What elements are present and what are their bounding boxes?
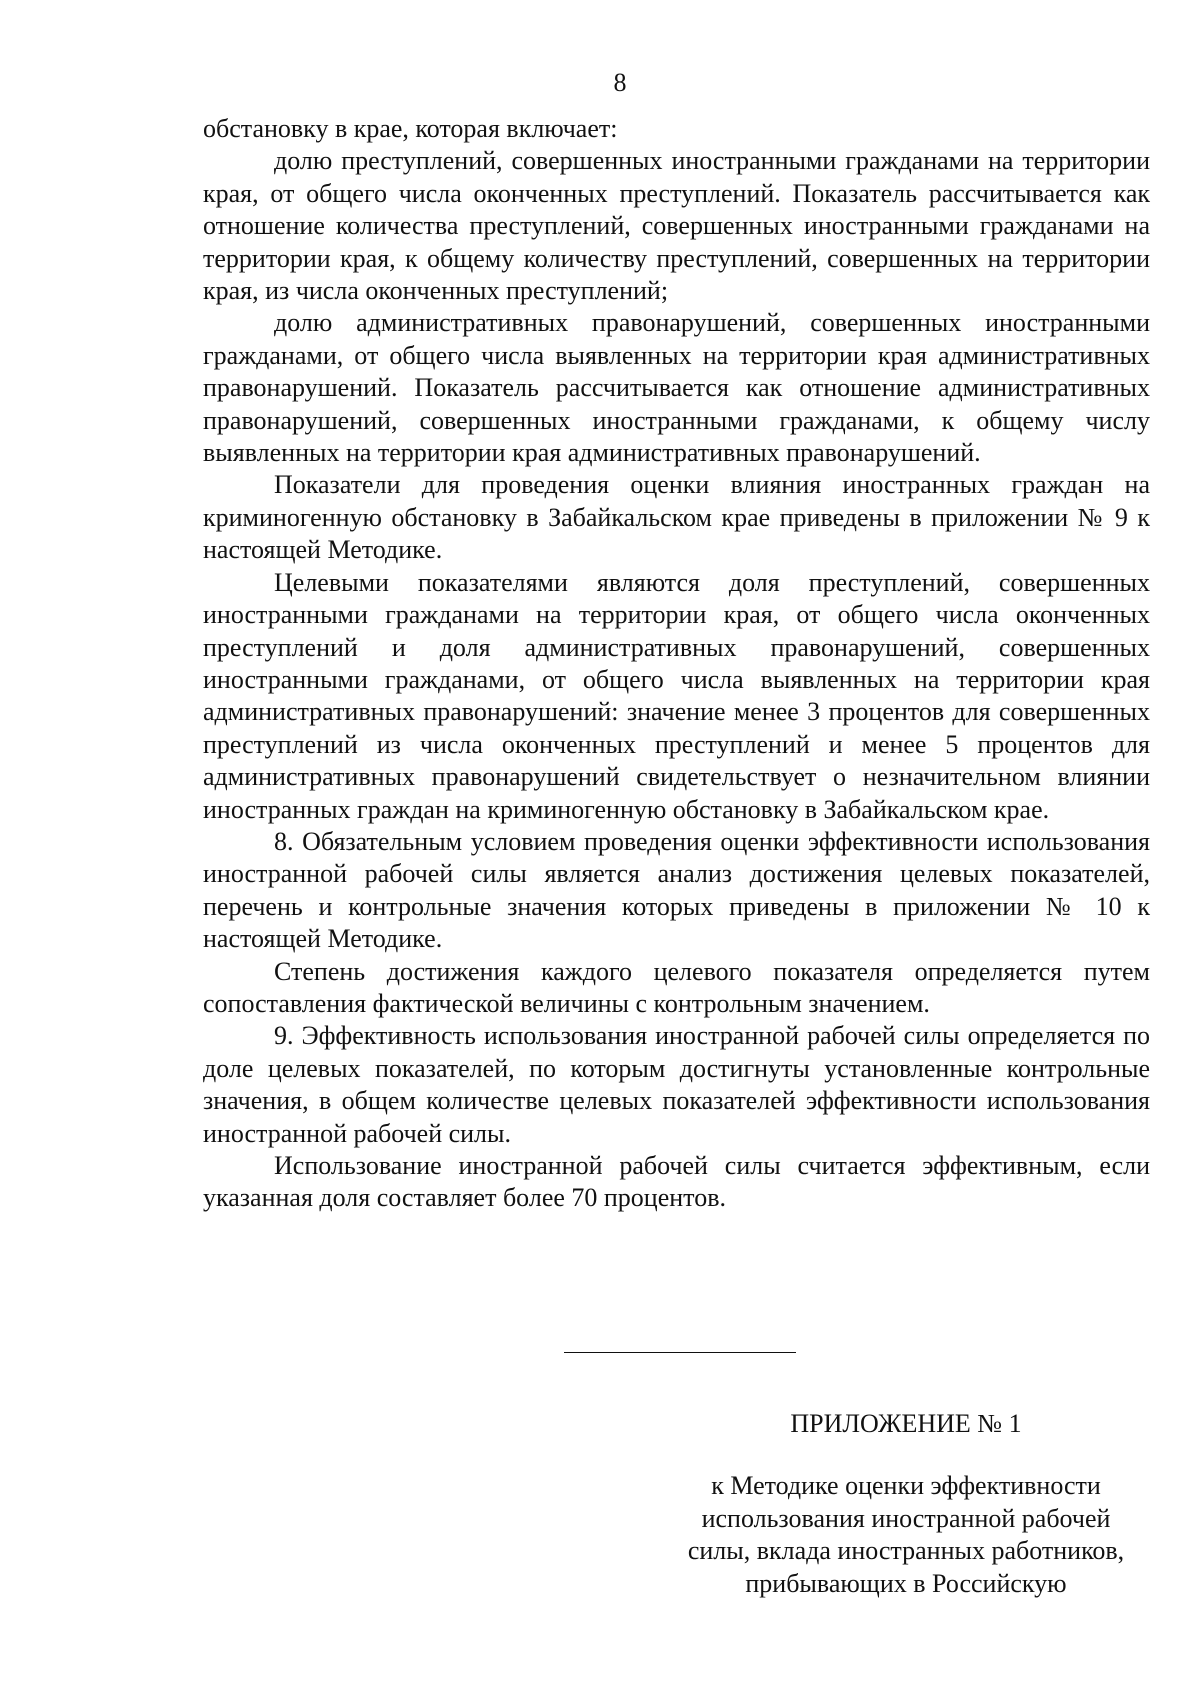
appendix-title: ПРИЛОЖЕНИЕ № 1 [790, 1409, 1022, 1438]
body-text [203, 113, 1150, 1215]
appendix-subtitle: к Методике оценки эффективности использования иностранной рабочей силы, вклада иностранных работников, прибывающих в Российскую [687, 1471, 1125, 1598]
paragraph-achievement-degree: Степень достижения каждого целевого показателя определяется путем сопоставления фактической величины с контрольным значением. [203, 956, 1150, 1018]
paragraph-continuation: обстановку в крае, которая включает: [203, 114, 618, 143]
page-number: 8 [613, 68, 627, 97]
paragraph-offense-share: долю административных правонарушений, совершенных иностранными гражданами, от общего числа выявленных на территории края административных правонарушений. Показатель рассчитывается как отношение административных правонарушений, совершенных иностранными гражданами, к общему числу выявленных на территории края административных правонарушений. [203, 308, 1150, 468]
paragraph-indicators-reference: Показатели для проведения оценки влияния иностранных граждан на криминогенную обстановку в Забайкальском крае приведены в приложении № 9 к настоящей Методике. [203, 470, 1150, 565]
paragraph-target-indicators: Целевыми показателями являются доля преступлений, совершенных иностранными гражданами на территории края, от общего числа оконченных преступлений и доля административных правонарушений, совершенных иностранными гражданами, от общего числа выявленных на территории края административных правонарушений: значение менее 3 процентов для совершенных преступлений из числа оконченных преступлений и менее 5 процентов для административных правонарушений свидетельствует о незначительном влиянии иностранных граждан на криминогенную обстановку в Забайкальском крае. [203, 567, 1150, 824]
paragraph-effectiveness-threshold: Использование иностранной рабочей силы считается эффективным, если указанная доля составляет более 70 процентов. [203, 1151, 1150, 1213]
paragraph-item-8: 8. Обязательным условием проведения оценки эффективности использования иностранной рабочей силы является анализ достижения целевых показателей, перечень и контрольные значения которых приведены в приложении № 10 к настоящей Методике. [203, 826, 1150, 954]
paragraph-crime-share: долю преступлений, совершенных иностранными гражданами на территории края, от общего числа оконченных преступлений. Показатель рассчитывается как отношение количества преступлений, совершенных иностранными гражданами на территории края, к общему количеству преступлений, совершенных на территории края, из числа оконченных преступлений; [203, 146, 1150, 306]
paragraph-item-9: 9. Эффективность использования иностранной рабочей силы определяется по доле целевых показателей, по которым достигнуты установленные контрольные значения, в общем количестве целевых показателей эффективности использования иностранной рабочей силы. [203, 1021, 1150, 1148]
separator-line [564, 1352, 796, 1353]
